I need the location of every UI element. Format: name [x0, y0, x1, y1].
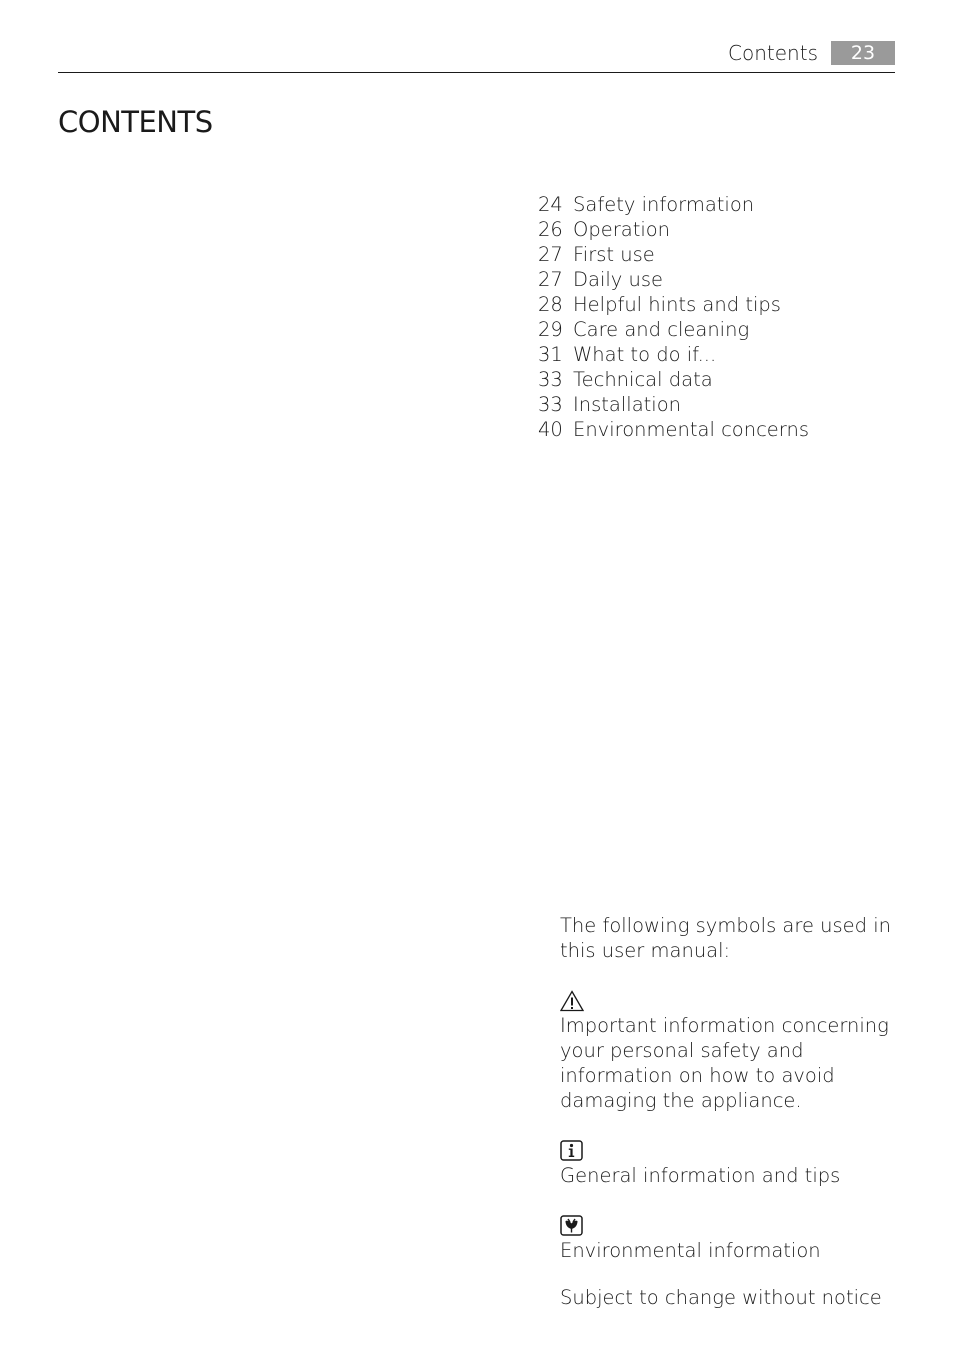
- toc-entry-installation[interactable]: [538, 392, 809, 417]
- symbols-legend: [560, 913, 895, 1310]
- toc-entry-helpful-hints[interactable]: [538, 292, 809, 317]
- toc-page-number: 40: [538, 418, 563, 441]
- toc-title: Care and cleaning: [573, 318, 750, 341]
- toc-entry-care-and-cleaning[interactable]: [538, 317, 809, 342]
- toc-title: Environmental concerns: [573, 418, 809, 441]
- toc-title: Safety information: [573, 193, 755, 216]
- toc-title: First use: [573, 243, 655, 266]
- toc-title: What to do if...: [573, 343, 717, 366]
- info-icon: [560, 1138, 895, 1163]
- legend-info-text: General information and tips: [560, 1164, 841, 1187]
- warning-triangle-icon: [560, 988, 895, 1013]
- toc-entry-environmental-concerns[interactable]: [538, 417, 809, 442]
- toc-title: Technical data: [573, 368, 713, 391]
- toc-page-number: 33: [538, 393, 563, 416]
- toc-entry-operation[interactable]: [538, 217, 809, 242]
- toc-page-number: 28: [538, 293, 563, 316]
- toc-entry-what-to-do-if[interactable]: [538, 342, 809, 367]
- page-header: [58, 40, 895, 73]
- environment-icon: [560, 1213, 895, 1238]
- toc-page-number: 27: [538, 268, 563, 291]
- toc-entry-safety-information[interactable]: [538, 192, 809, 217]
- toc-page-number: 24: [538, 193, 563, 216]
- legend-item-info: [560, 1138, 895, 1188]
- toc-page-number: 33: [538, 368, 563, 391]
- table-of-contents: [538, 192, 809, 442]
- toc-title: Operation: [573, 218, 671, 241]
- toc-entry-first-use[interactable]: [538, 242, 809, 267]
- toc-title: Installation: [573, 393, 682, 416]
- toc-page-number: 29: [538, 318, 563, 341]
- toc-page-number: 27: [538, 243, 563, 266]
- legend-item-environment: [560, 1213, 895, 1263]
- legend-item-warning: [560, 988, 895, 1113]
- header-section-title: Contents: [728, 41, 818, 65]
- toc-entry-daily-use[interactable]: [538, 267, 809, 292]
- page-number-badge: 23: [831, 41, 895, 65]
- legend-warning-text: Important information concerning your personal safety and information on how to avoid damaging the appliance.: [560, 1014, 889, 1112]
- toc-entry-technical-data[interactable]: [538, 367, 809, 392]
- legend-intro: The following symbols are used in this user manual:: [560, 914, 892, 962]
- toc-title: Helpful hints and tips: [573, 293, 781, 316]
- page-title: CONTENTS: [58, 105, 213, 139]
- toc-page-number: 26: [538, 218, 563, 241]
- change-notice: Subject to change without notice: [560, 1286, 882, 1309]
- toc-title: Daily use: [573, 268, 664, 291]
- toc-page-number: 31: [538, 343, 563, 366]
- legend-environment-text: Environmental information: [560, 1239, 821, 1262]
